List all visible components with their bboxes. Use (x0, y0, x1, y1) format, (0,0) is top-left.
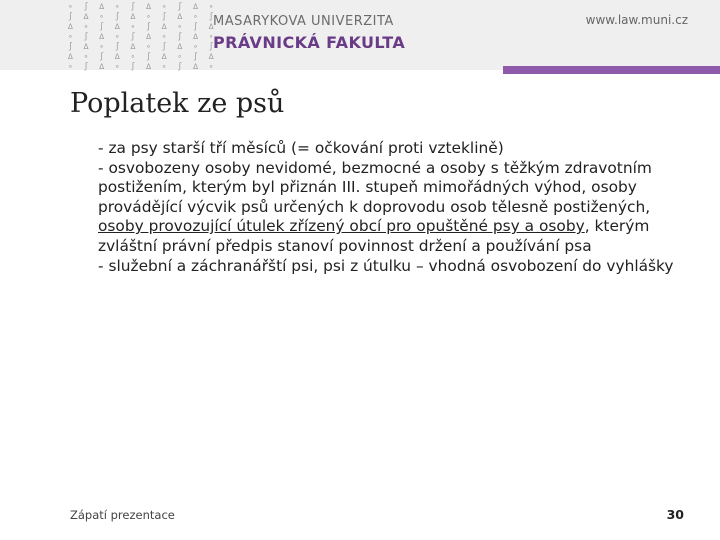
accent-bar (503, 66, 720, 74)
bullet-2 (98, 159, 698, 257)
university-name: MASARYKOVA UNIVERZITA (213, 14, 394, 29)
slide-title: Poplatek ze psů (70, 88, 285, 119)
logo-pattern: ∘ ∫ ∆ ∘ ∫ ∆ ∘ ∫ ∆ ∘ ∫ ∆ ∘ ∫ ∆ ∘ ∫ ∆ ∘ ∫ ∆ ∘ ∫ ∆ ∘ ∫ ∆ ∘ ∫ ∆ ∘ ∫ ∆ ∘ ∫ ∆ ∘ ∫ ∆ ∘ ∫ ∆ ∘ ∫ ∆ ∘ ∫ ∆ ∘ ∫ ∆ ∘ ∫ ∆ ∘ ∫ ∆ ∘ ∫ ∆ ∘ ∫ ∆ ∘ ∫ ∆ ∘ ∫ ∆ ∘ (68, 2, 217, 71)
faculty-name: PRÁVNICKÁ FAKULTA (213, 33, 406, 52)
slide-body (98, 139, 698, 276)
bullet-2-start: - osvobozeny osoby nevidomé, bezmocné a osoby s těžkým zdravotním postižením, kterým byl přiznán III. stupeň mimořádných výhod, osoby provádějící výcvik psů určených k doprovodu osob tělesně postižených, (98, 158, 652, 216)
header-band (0, 0, 720, 70)
bullet-2-underlined: osoby provozující útulek zřízený obcí pro opuštěné psy a osoby (98, 217, 585, 236)
footer-text: Zápatí prezentace (70, 508, 175, 522)
bullet-2-end: , kterým zvláštní právní předpis stanoví povinnost držení a používání psa (98, 217, 650, 255)
bullet-3: - služební a záchranářští psi, psi z útulku – vhodná osvobození do vyhlášky (98, 256, 674, 275)
page-number: 30 (666, 507, 684, 522)
bullet-1: - za psy starší tří měsíců (= očkování proti vzteklině) (98, 139, 504, 157)
website-link[interactable]: www.law.muni.cz (585, 13, 688, 27)
